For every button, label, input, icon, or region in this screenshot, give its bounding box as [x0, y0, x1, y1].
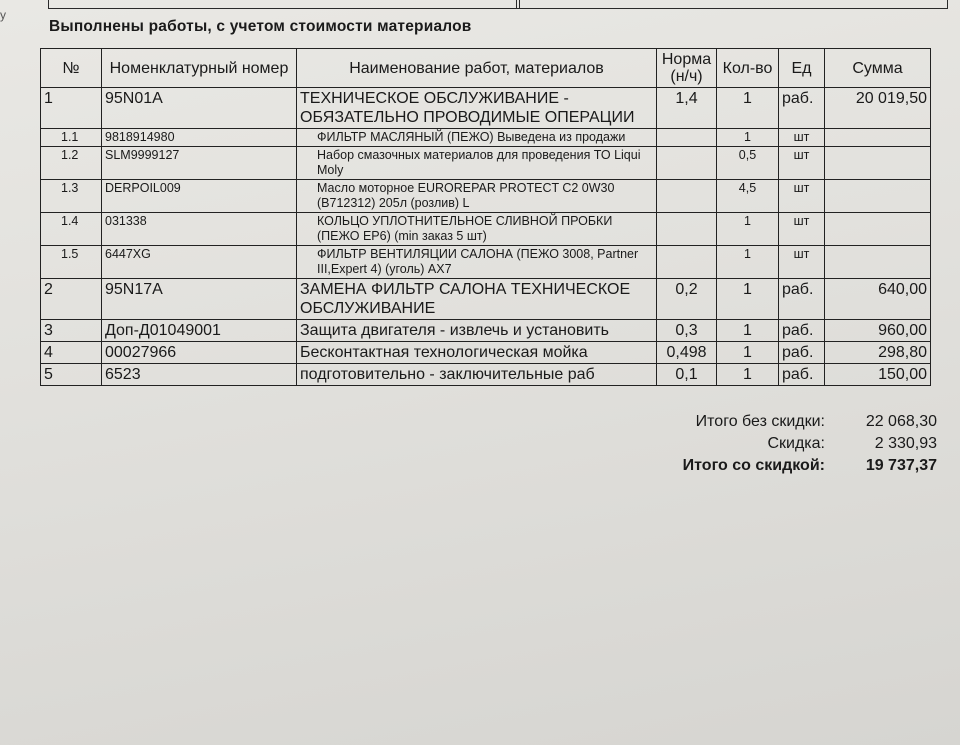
row-norm: 0,3 [657, 320, 717, 342]
sub-item-norm [657, 213, 717, 246]
sub-item-sum [825, 213, 931, 246]
row-name: ЗАМЕНА ФИЛЬТР САЛОНА ТЕХНИЧЕСКОЕ ОБСЛУЖИВАНИЕ [297, 279, 657, 320]
sub-item-name: ФИЛЬТР МАСЛЯНЫЙ (ПЕЖО) Выведена из продажи [297, 129, 657, 147]
table-row [41, 320, 931, 342]
row-sum: 298,80 [825, 342, 931, 364]
row-unit: раб. [779, 364, 825, 386]
sub-item-row [41, 147, 931, 180]
sub-item-qty: 1 [717, 129, 779, 147]
sub-item-norm [657, 246, 717, 279]
sub-item-code: 031338 [102, 213, 297, 246]
row-qty: 1 [717, 320, 779, 342]
section-title: Выполнены работы, с учетом стоимости материалов [49, 18, 472, 35]
sub-item-sum [825, 129, 931, 147]
row-unit: раб. [779, 279, 825, 320]
discount-value: 2 330,93 [874, 435, 937, 452]
row-unit: раб. [779, 320, 825, 342]
works-table [40, 48, 931, 386]
row-no: 3 [41, 320, 102, 342]
sub-item-no: 1.3 [41, 180, 102, 213]
header-unit: Ед [779, 49, 825, 88]
subtotal-line [600, 411, 937, 433]
sub-item-name: Масло моторное EUROREPAR PROTECT C2 0W30 (B712312) 205л (розлив) L [297, 180, 657, 213]
row-norm: 0,1 [657, 364, 717, 386]
row-name: подготовительно - заключительные раб [297, 364, 657, 386]
sub-item-norm [657, 147, 717, 180]
row-code: 95N01A [102, 88, 297, 129]
sub-item-name: ФИЛЬТР ВЕНТИЛЯЦИИ САЛОНА (ПЕЖО 3008, Partner III,Expert 4) (уголь) AX7 [297, 246, 657, 279]
discount-line [600, 433, 937, 455]
sub-item-qty: 1 [717, 213, 779, 246]
sub-item-norm [657, 180, 717, 213]
sub-item-no: 1.4 [41, 213, 102, 246]
table-row [41, 364, 931, 386]
sub-item-unit: шт [779, 213, 825, 246]
row-code: 00027966 [102, 342, 297, 364]
sub-item-row [41, 246, 931, 279]
header-sum: Сумма [825, 49, 931, 88]
sub-item-row [41, 213, 931, 246]
row-qty: 1 [717, 364, 779, 386]
row-unit: раб. [779, 342, 825, 364]
row-name: ТЕХНИЧЕСКОЕ ОБСЛУЖИВАНИЕ - ОБЯЗАТЕЛЬНО ПРОВОДИМЫЕ ОПЕРАЦИИ [297, 88, 657, 129]
subtotal-value: 22 068,30 [865, 413, 937, 430]
row-code: 6523 [102, 364, 297, 386]
sub-item-name: КОЛЬЦО УПЛОТНИТЕЛЬНОЕ СЛИВНОЙ ПРОБКИ (ПЕЖО EP6) (min заказ 5 шт) [297, 213, 657, 246]
row-norm: 0,2 [657, 279, 717, 320]
sub-item-unit: шт [779, 147, 825, 180]
total-value: 19 737,37 [865, 457, 937, 474]
row-name: Защита двигателя - извлечь и установить [297, 320, 657, 342]
table-header-row [41, 49, 931, 88]
row-sum: 960,00 [825, 320, 931, 342]
sub-item-name: Набор смазочных материалов для проведения ТО Liqui Moly [297, 147, 657, 180]
sub-item-no: 1.2 [41, 147, 102, 180]
sub-item-sum [825, 246, 931, 279]
previous-section-box-right [516, 0, 948, 9]
total-line [600, 455, 937, 477]
totals-block [600, 411, 937, 477]
sub-item-sum [825, 147, 931, 180]
header-norm: Норма (н/ч) [657, 49, 717, 88]
sub-item-qty: 4,5 [717, 180, 779, 213]
header-code: Номенклатурный номер [102, 49, 297, 88]
sub-item-row [41, 129, 931, 147]
row-sum: 150,00 [825, 364, 931, 386]
table-row [41, 279, 931, 320]
row-no: 1 [41, 88, 102, 129]
row-qty: 1 [717, 342, 779, 364]
header-qty: Кол-во [717, 49, 779, 88]
sub-item-unit: шт [779, 180, 825, 213]
row-unit: раб. [779, 88, 825, 129]
sub-item-no: 1.1 [41, 129, 102, 147]
previous-section-box-left [48, 0, 520, 9]
row-no: 2 [41, 279, 102, 320]
table-row [41, 342, 931, 364]
row-no: 4 [41, 342, 102, 364]
total-label: Итого со скидкой: [682, 457, 825, 474]
sub-item-code: DERPOIL009 [102, 180, 297, 213]
row-qty: 1 [717, 279, 779, 320]
sub-item-no: 1.5 [41, 246, 102, 279]
row-name: Бесконтактная технологическая мойка [297, 342, 657, 364]
sub-item-unit: шт [779, 129, 825, 147]
row-no: 5 [41, 364, 102, 386]
row-qty: 1 [717, 88, 779, 129]
row-code: Доп-Д01049001 [102, 320, 297, 342]
sub-item-code: 9818914980 [102, 129, 297, 147]
sub-item-qty: 0,5 [717, 147, 779, 180]
row-norm: 0,498 [657, 342, 717, 364]
sub-item-qty: 1 [717, 246, 779, 279]
sub-item-code: 6447XG [102, 246, 297, 279]
header-no: № [41, 49, 102, 88]
sub-item-unit: шт [779, 246, 825, 279]
table-row [41, 88, 931, 129]
row-sum: 20 019,50 [825, 88, 931, 129]
sub-item-code: SLM9999127 [102, 147, 297, 180]
subtotal-label: Итого без скидки: [695, 413, 825, 430]
discount-label: Скидка: [767, 435, 825, 452]
page-edge-mark: у [0, 8, 6, 22]
sub-item-norm [657, 129, 717, 147]
row-code: 95N17A [102, 279, 297, 320]
header-name: Наименование работ, материалов [297, 49, 657, 88]
row-sum: 640,00 [825, 279, 931, 320]
sub-item-row [41, 180, 931, 213]
row-norm: 1,4 [657, 88, 717, 129]
sub-item-sum [825, 180, 931, 213]
